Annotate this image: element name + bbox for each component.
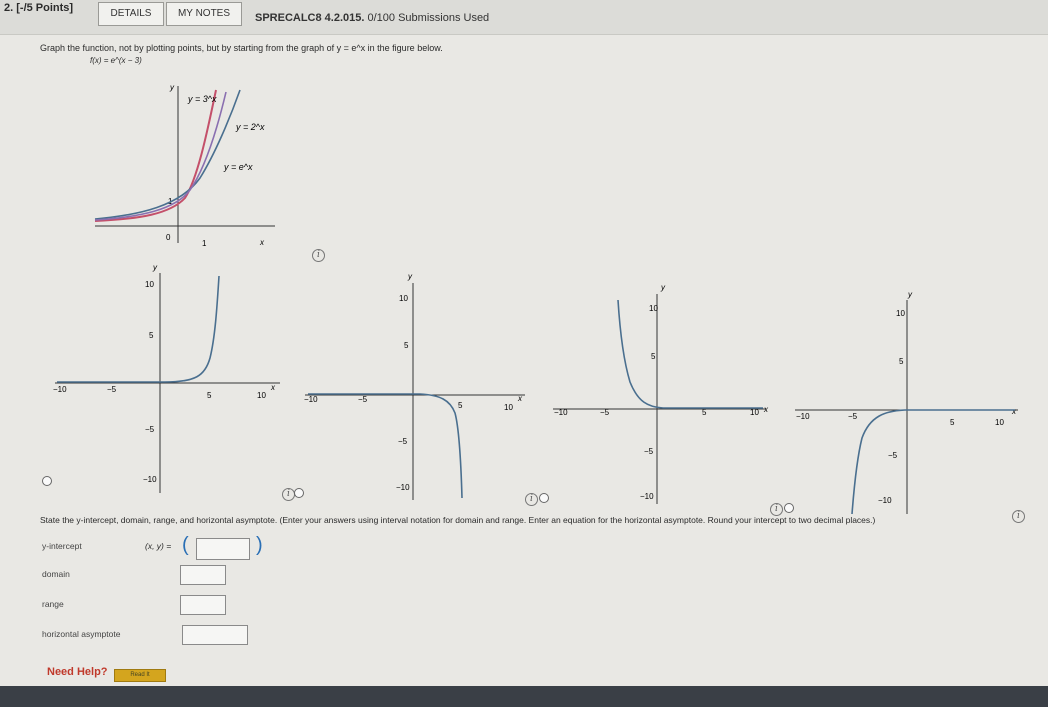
- opt-b-yt4: −10: [396, 483, 410, 492]
- details-button[interactable]: DETAILS: [98, 2, 164, 26]
- opt-c-xt4: 10: [750, 408, 759, 417]
- info-icon[interactable]: i: [312, 249, 325, 262]
- my-notes-button[interactable]: MY NOTES: [166, 2, 242, 26]
- ref-x-axis-label: x: [260, 238, 264, 247]
- opt-d-yt3: −5: [888, 451, 898, 460]
- option-radio-b[interactable]: [294, 488, 304, 498]
- option-radio-a[interactable]: [42, 476, 52, 486]
- source-code: SPRECALC8 4.2.015.: [255, 12, 365, 24]
- opt-b-x-label: x: [518, 394, 522, 403]
- ref-y-axis-label: y: [170, 83, 174, 92]
- opt-a-yt2: 5: [149, 331, 154, 340]
- opt-c-x-label: x: [764, 405, 768, 414]
- ref-tick-0: 0: [166, 233, 171, 242]
- opt-c-xt3: 5: [702, 408, 707, 417]
- option-radio-d[interactable]: [784, 503, 794, 513]
- opt-a-yt3: −5: [145, 425, 155, 434]
- opt-d-xt1: −10: [796, 412, 810, 421]
- xy-label: (x, y) =: [145, 541, 172, 551]
- label-3x: y = 3^x: [188, 94, 217, 104]
- opt-a-yt1: 10: [145, 280, 154, 289]
- close-paren: ): [256, 534, 263, 556]
- opt-c-yt3: −5: [644, 447, 654, 456]
- opt-b-y-label: y: [408, 272, 412, 281]
- points-label: [-/5 Points]: [16, 2, 74, 14]
- opt-b-xt3: 5: [458, 401, 463, 410]
- range-input[interactable]: [180, 595, 226, 615]
- opt-b-yt1: 10: [399, 294, 408, 303]
- option-graph-c[interactable]: [548, 282, 773, 504]
- opt-d-yt1: 10: [896, 309, 905, 318]
- opt-b-yt2: 5: [404, 341, 409, 350]
- instruction-statement: State the y-intercept, domain, range, and horizontal asymptote. (Enter your answers using interval notation for domain and range. Enter an equation for the horizontal asymptote. Round your intercept to two decimal places.): [40, 515, 876, 525]
- opt-d-yt2: 5: [899, 357, 904, 366]
- opt-d-x-label: x: [1012, 407, 1016, 416]
- y-intercept-input[interactable]: [196, 538, 250, 560]
- question-header: [4, 2, 73, 14]
- opt-a-yt4: −10: [143, 475, 157, 484]
- opt-a-xt4: 10: [257, 391, 266, 400]
- asymptote-label: horizontal asymptote: [42, 629, 121, 639]
- opt-b-xt4: 10: [504, 403, 513, 412]
- open-paren: (: [182, 534, 189, 556]
- asymptote-input[interactable]: [182, 625, 248, 645]
- reference-graph: [90, 78, 290, 248]
- info-icon-b[interactable]: i: [282, 488, 295, 501]
- option-graph-b[interactable]: [300, 268, 530, 503]
- function-expression: f(x) = e^(x − 3): [90, 56, 142, 65]
- opt-d-xt3: 5: [950, 418, 955, 427]
- opt-c-xt2: −5: [600, 408, 610, 417]
- question-number: 2.: [4, 2, 14, 14]
- opt-a-curve: [57, 276, 219, 382]
- opt-a-x-label: x: [271, 383, 275, 392]
- range-label: range: [42, 599, 64, 609]
- opt-c-yt4: −10: [640, 492, 654, 501]
- opt-a-xt3: 5: [207, 391, 212, 400]
- opt-c-yt1: 10: [649, 304, 658, 313]
- opt-b-yt3: −5: [398, 437, 408, 446]
- opt-b-xt2: −5: [358, 395, 368, 404]
- opt-c-xt1: −10: [554, 408, 568, 417]
- read-it-button[interactable]: Read It: [114, 669, 166, 682]
- domain-label: domain: [42, 569, 70, 579]
- y-intercept-label: y-intercept: [42, 541, 82, 551]
- domain-input[interactable]: [180, 565, 226, 585]
- info-icon-c[interactable]: i: [525, 493, 538, 506]
- source-info: [255, 12, 489, 24]
- opt-b-xt1: −10: [304, 395, 318, 404]
- opt-a-y-label: y: [153, 263, 157, 272]
- info-icon-e[interactable]: i: [1012, 510, 1025, 523]
- top-bar: [0, 0, 1048, 35]
- bottom-bar: [0, 686, 1048, 707]
- option-graph-a[interactable]: [45, 258, 295, 503]
- submissions-count: 0/100 Submissions Used: [367, 12, 490, 24]
- opt-a-xt2: −5: [107, 385, 117, 394]
- opt-a-xt1: −10: [53, 385, 67, 394]
- ref-tick-y1: 1: [168, 197, 173, 206]
- opt-c-y-label: y: [661, 283, 665, 292]
- opt-c-yt2: 5: [651, 352, 656, 361]
- label-2x: y = 2^x: [236, 122, 265, 132]
- need-help-label: Need Help?: [47, 666, 108, 678]
- opt-d-y-label: y: [908, 290, 912, 299]
- option-radio-c[interactable]: [539, 493, 549, 503]
- option-graph-d[interactable]: [790, 288, 1025, 518]
- opt-d-curve: [852, 410, 1015, 514]
- opt-b-curve: [308, 394, 462, 498]
- opt-d-xt2: −5: [848, 412, 858, 421]
- info-icon-d[interactable]: i: [770, 503, 783, 516]
- ref-tick-x1: 1: [202, 239, 207, 248]
- opt-d-yt4: −10: [878, 496, 892, 505]
- opt-c-curve: [618, 300, 763, 408]
- question-prompt: Graph the function, not by plotting points, but by starting from the graph of y = e^x in the figure below.: [40, 43, 443, 53]
- opt-d-xt4: 10: [995, 418, 1004, 427]
- label-ex: y = e^x: [224, 162, 253, 172]
